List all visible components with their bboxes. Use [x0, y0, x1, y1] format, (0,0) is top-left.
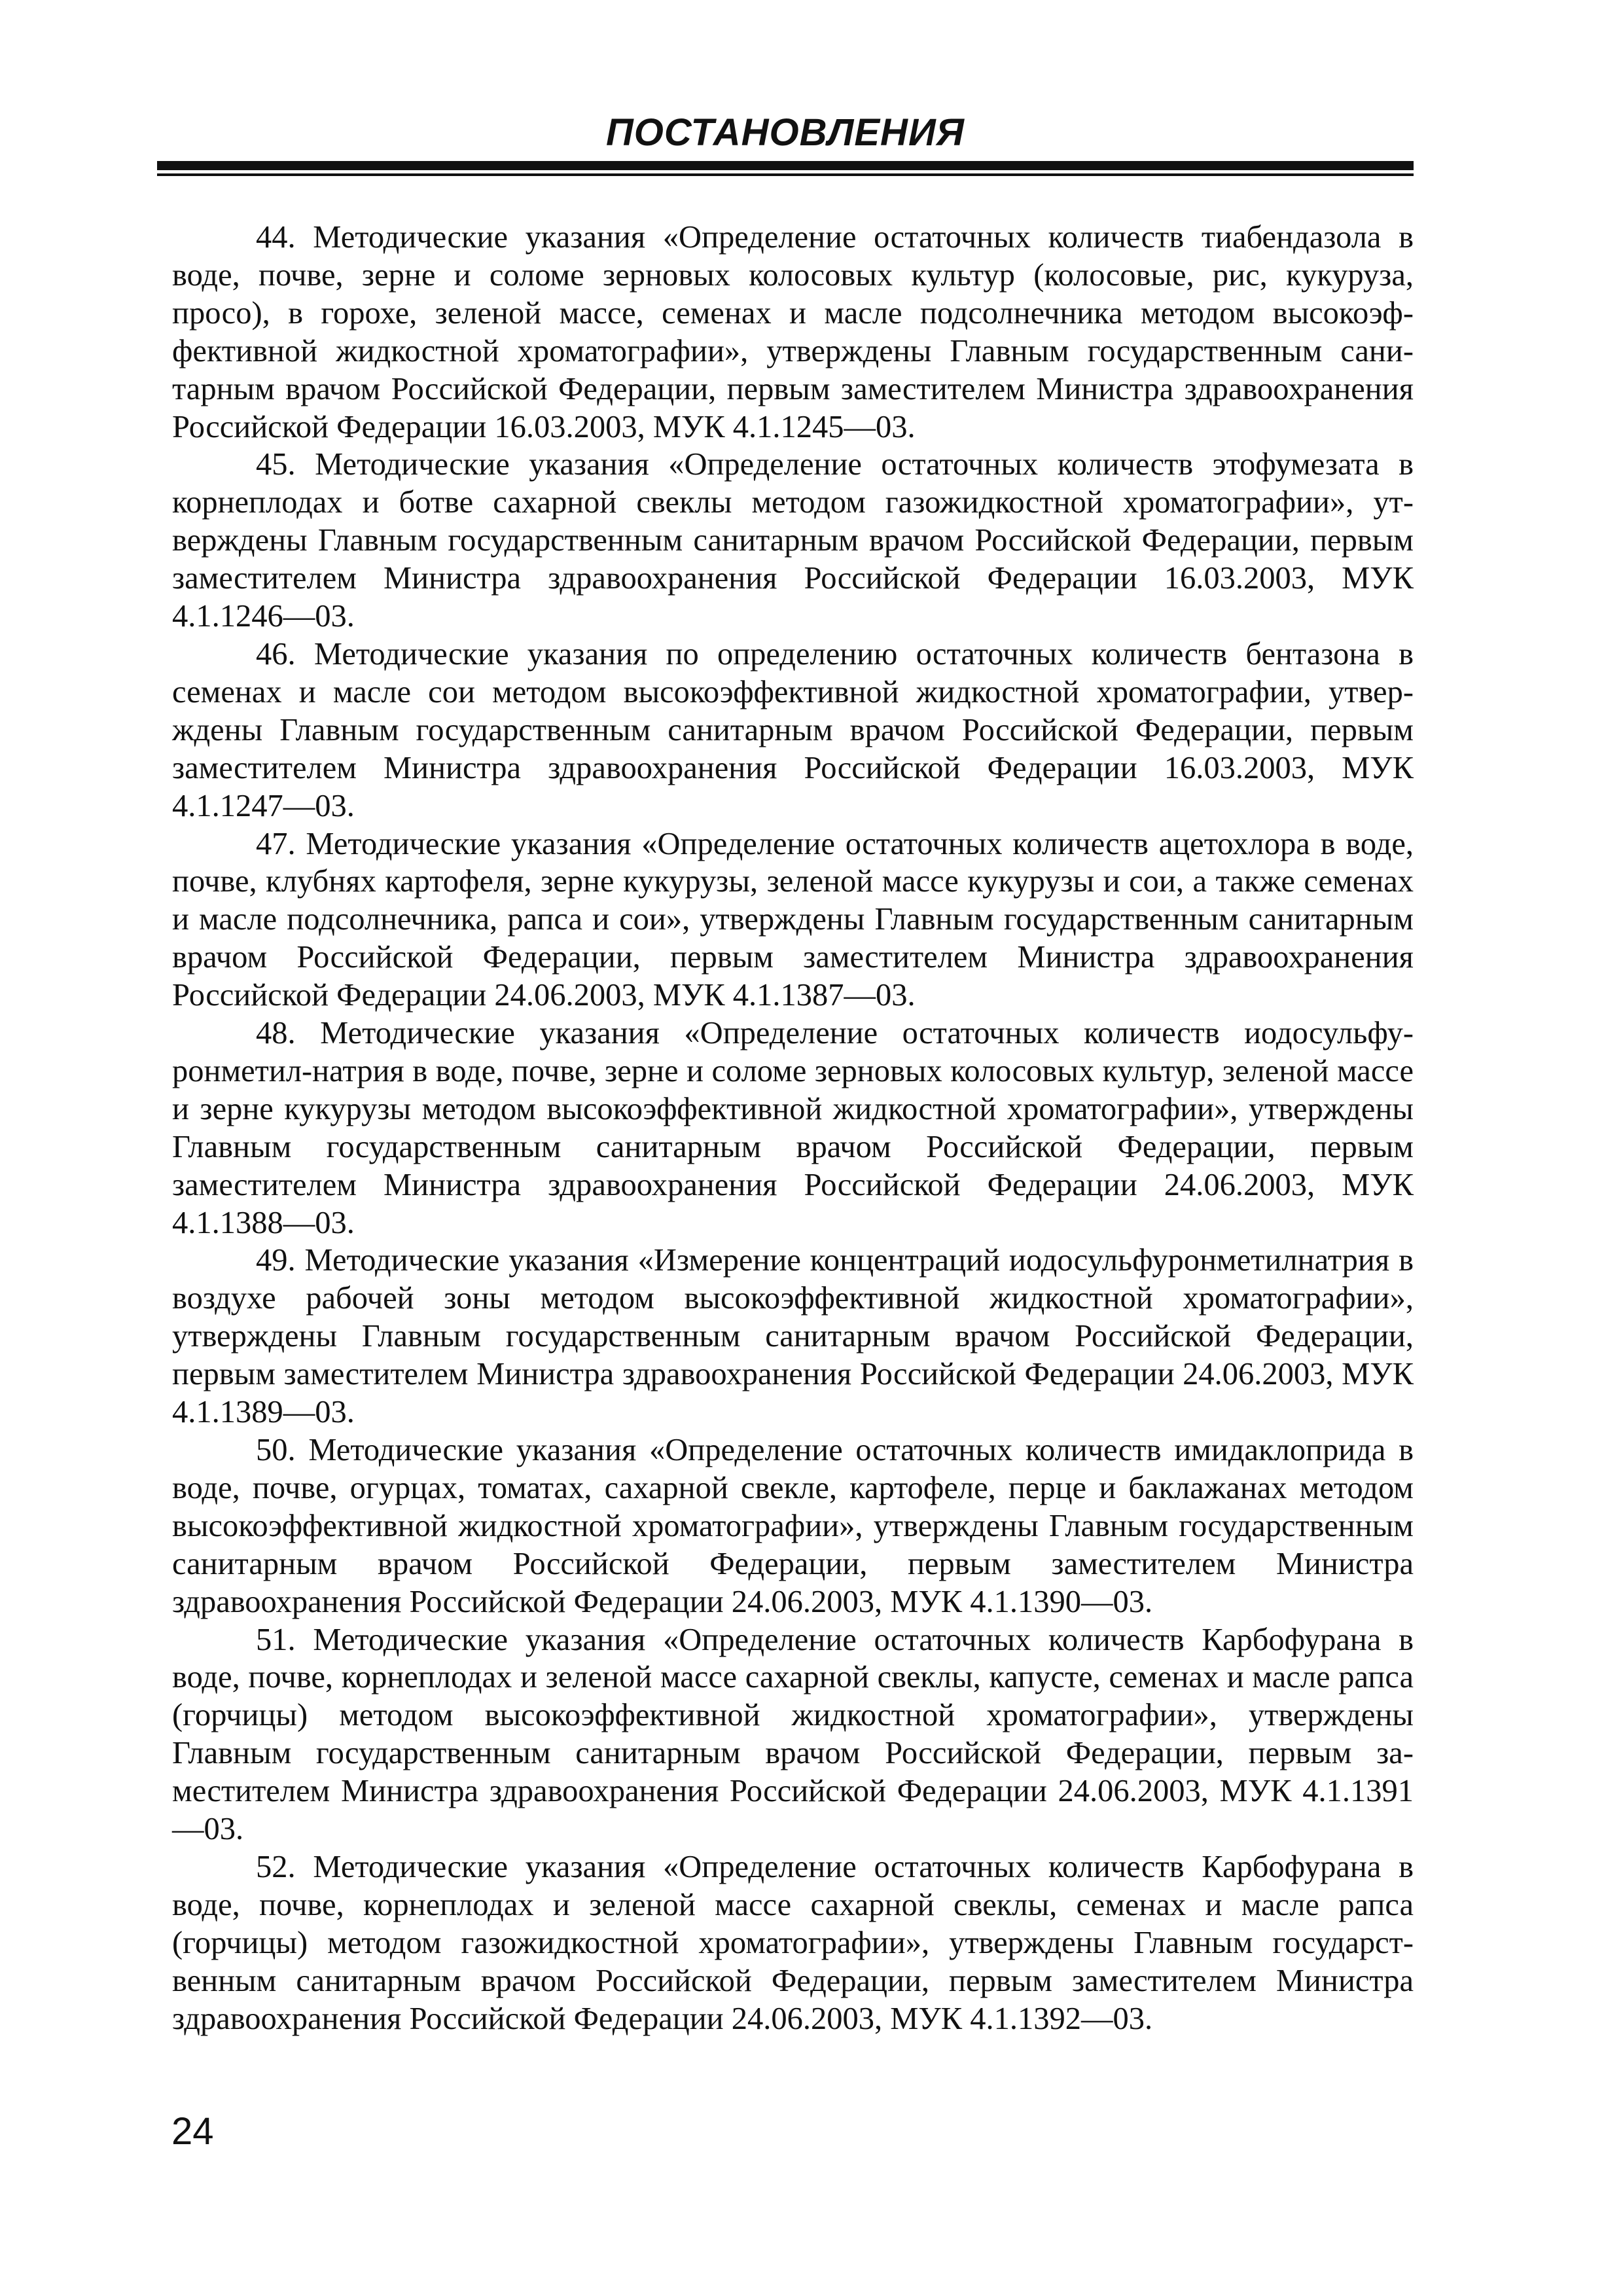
page-number: 24	[171, 2110, 214, 2153]
paragraph-45: 45. Методические указания «Определение остаточных количеств этофумезата в корнеплодах и ботве сахарной свеклы методом газожидкостной хроматографии», утверждены Главным государственным санитарным врачом Российской Федерации, первым заместителем Министра здравоохранения Российской Федерации 16.03.2003, МУК 4.1.1246—03.	[172, 447, 1414, 634]
paragraph-49: 49. Методические указания «Измерение концентраций иодосульфуронметилнатрия в воздухе рабочей зоны методом высокоэффективной жидкостной хроматографии», утверждены Главным государственным санитарным врачом Российской Федерации, первым заместителем Министра здравоохранения Российской Федерации 24.06.2003, МУК 4.1.1389—03.	[172, 1243, 1414, 1430]
header-rule-thin	[157, 173, 1414, 176]
paragraph-47: 47. Методические указания «Определение остаточных количеств ацетохлора в воде, почве, клубнях картофеля, зерне кукурузы, зеленой массе кукурузы и сои, а также семенах и масле подсолнечника, рапса и сои», утверждены Главным государственным санитарным врачом Российской Федерации, первым заместителем Министра здравоохранения Российской Федерации 24.06.2003, МУК 4.1.1387—03.	[172, 826, 1414, 1013]
section-title: ПОСТАНОВЛЕНИЯ	[606, 111, 965, 154]
paragraph-51: 51. Методические указания «Определение остаточных количеств Карбофурана в воде, почве, корнеплодах и зеленой массе сахарной свеклы, капусте, семенах и масле рапса (горчицы) методом высокоэффективной жидкостной хроматографии», утверждены Главным государственным санитарным врачом Российской Федерации, первым заместителем Министра здравоохранения Российской Федерации 24.06.2003, МУК 4.1.1391—03.	[172, 1622, 1414, 1847]
paragraph-50: 50. Методические указания «Определение остаточных количеств имидаклоприда в воде, почве, огурцах, томатах, сахарной свекле, картофеле, перце и баклажанах методом высокоэффективной жидкостной хроматографии», утверждены Главным государственным санитарным врачом Российской Федерации, первым заместителем Министра здравоохранения Российской Федерации 24.06.2003, МУК 4.1.1390—03.	[172, 1433, 1414, 1619]
document-body	[172, 219, 1414, 2038]
paragraph-46: 46. Методические указания по определению остаточных количеств бентазона в семенах и масле сои методом высокоэффективной жидкостной хроматографии, утверждены Главным государственным санитарным врачом Российской Федерации, первым заместителем Министра здравоохранения Российской Федерации 16.03.2003, МУК 4.1.1247—03.	[172, 636, 1414, 823]
paragraph-52: 52. Методические указания «Определение остаточных количеств Карбофурана в воде, почве, корнеплодах и зеленой массе сахарной свеклы, семенах и масле рапса (горчицы) методом газожидкостной хроматографии», утверждены Главным государственным санитарным врачом Российской Федерации, первым заместителем Министра здравоохранения Российской Федерации 24.06.2003, МУК 4.1.1392—03.	[172, 1849, 1414, 2036]
header-rule-thick	[157, 161, 1414, 170]
paragraph-44: 44. Методические указания «Определение остаточных количеств тиабендазола в воде, почве, зерне и соломе зерновых колосовых культур (колосовые, рис, кукуруза, просо), в горохе, зеленой массе, семенах и масле подсолнечника методом высокоэффективной жидкостной хроматографии», утверждены Главным государственным санитарным врачом Российской Федерации, первым заместителем Министра здравоохранения Российской Федерации 16.03.2003, МУК 4.1.1245—03.	[172, 220, 1414, 444]
paragraph-48: 48. Методические указания «Определение остаточных количеств иодосульфуронметил-натрия в воде, почве, зерне и соломе зерновых колосовых культур, зеленой массе и зерне кукурузы методом высокоэффективной жидкостной хроматографии», утверждены Главным государственным санитарным врачом Российской Федерации, первым заместителем Министра здравоохранения Российской Федерации 24.06.2003, МУК 4.1.1388—03.	[172, 1016, 1414, 1240]
page-header	[157, 110, 1414, 176]
